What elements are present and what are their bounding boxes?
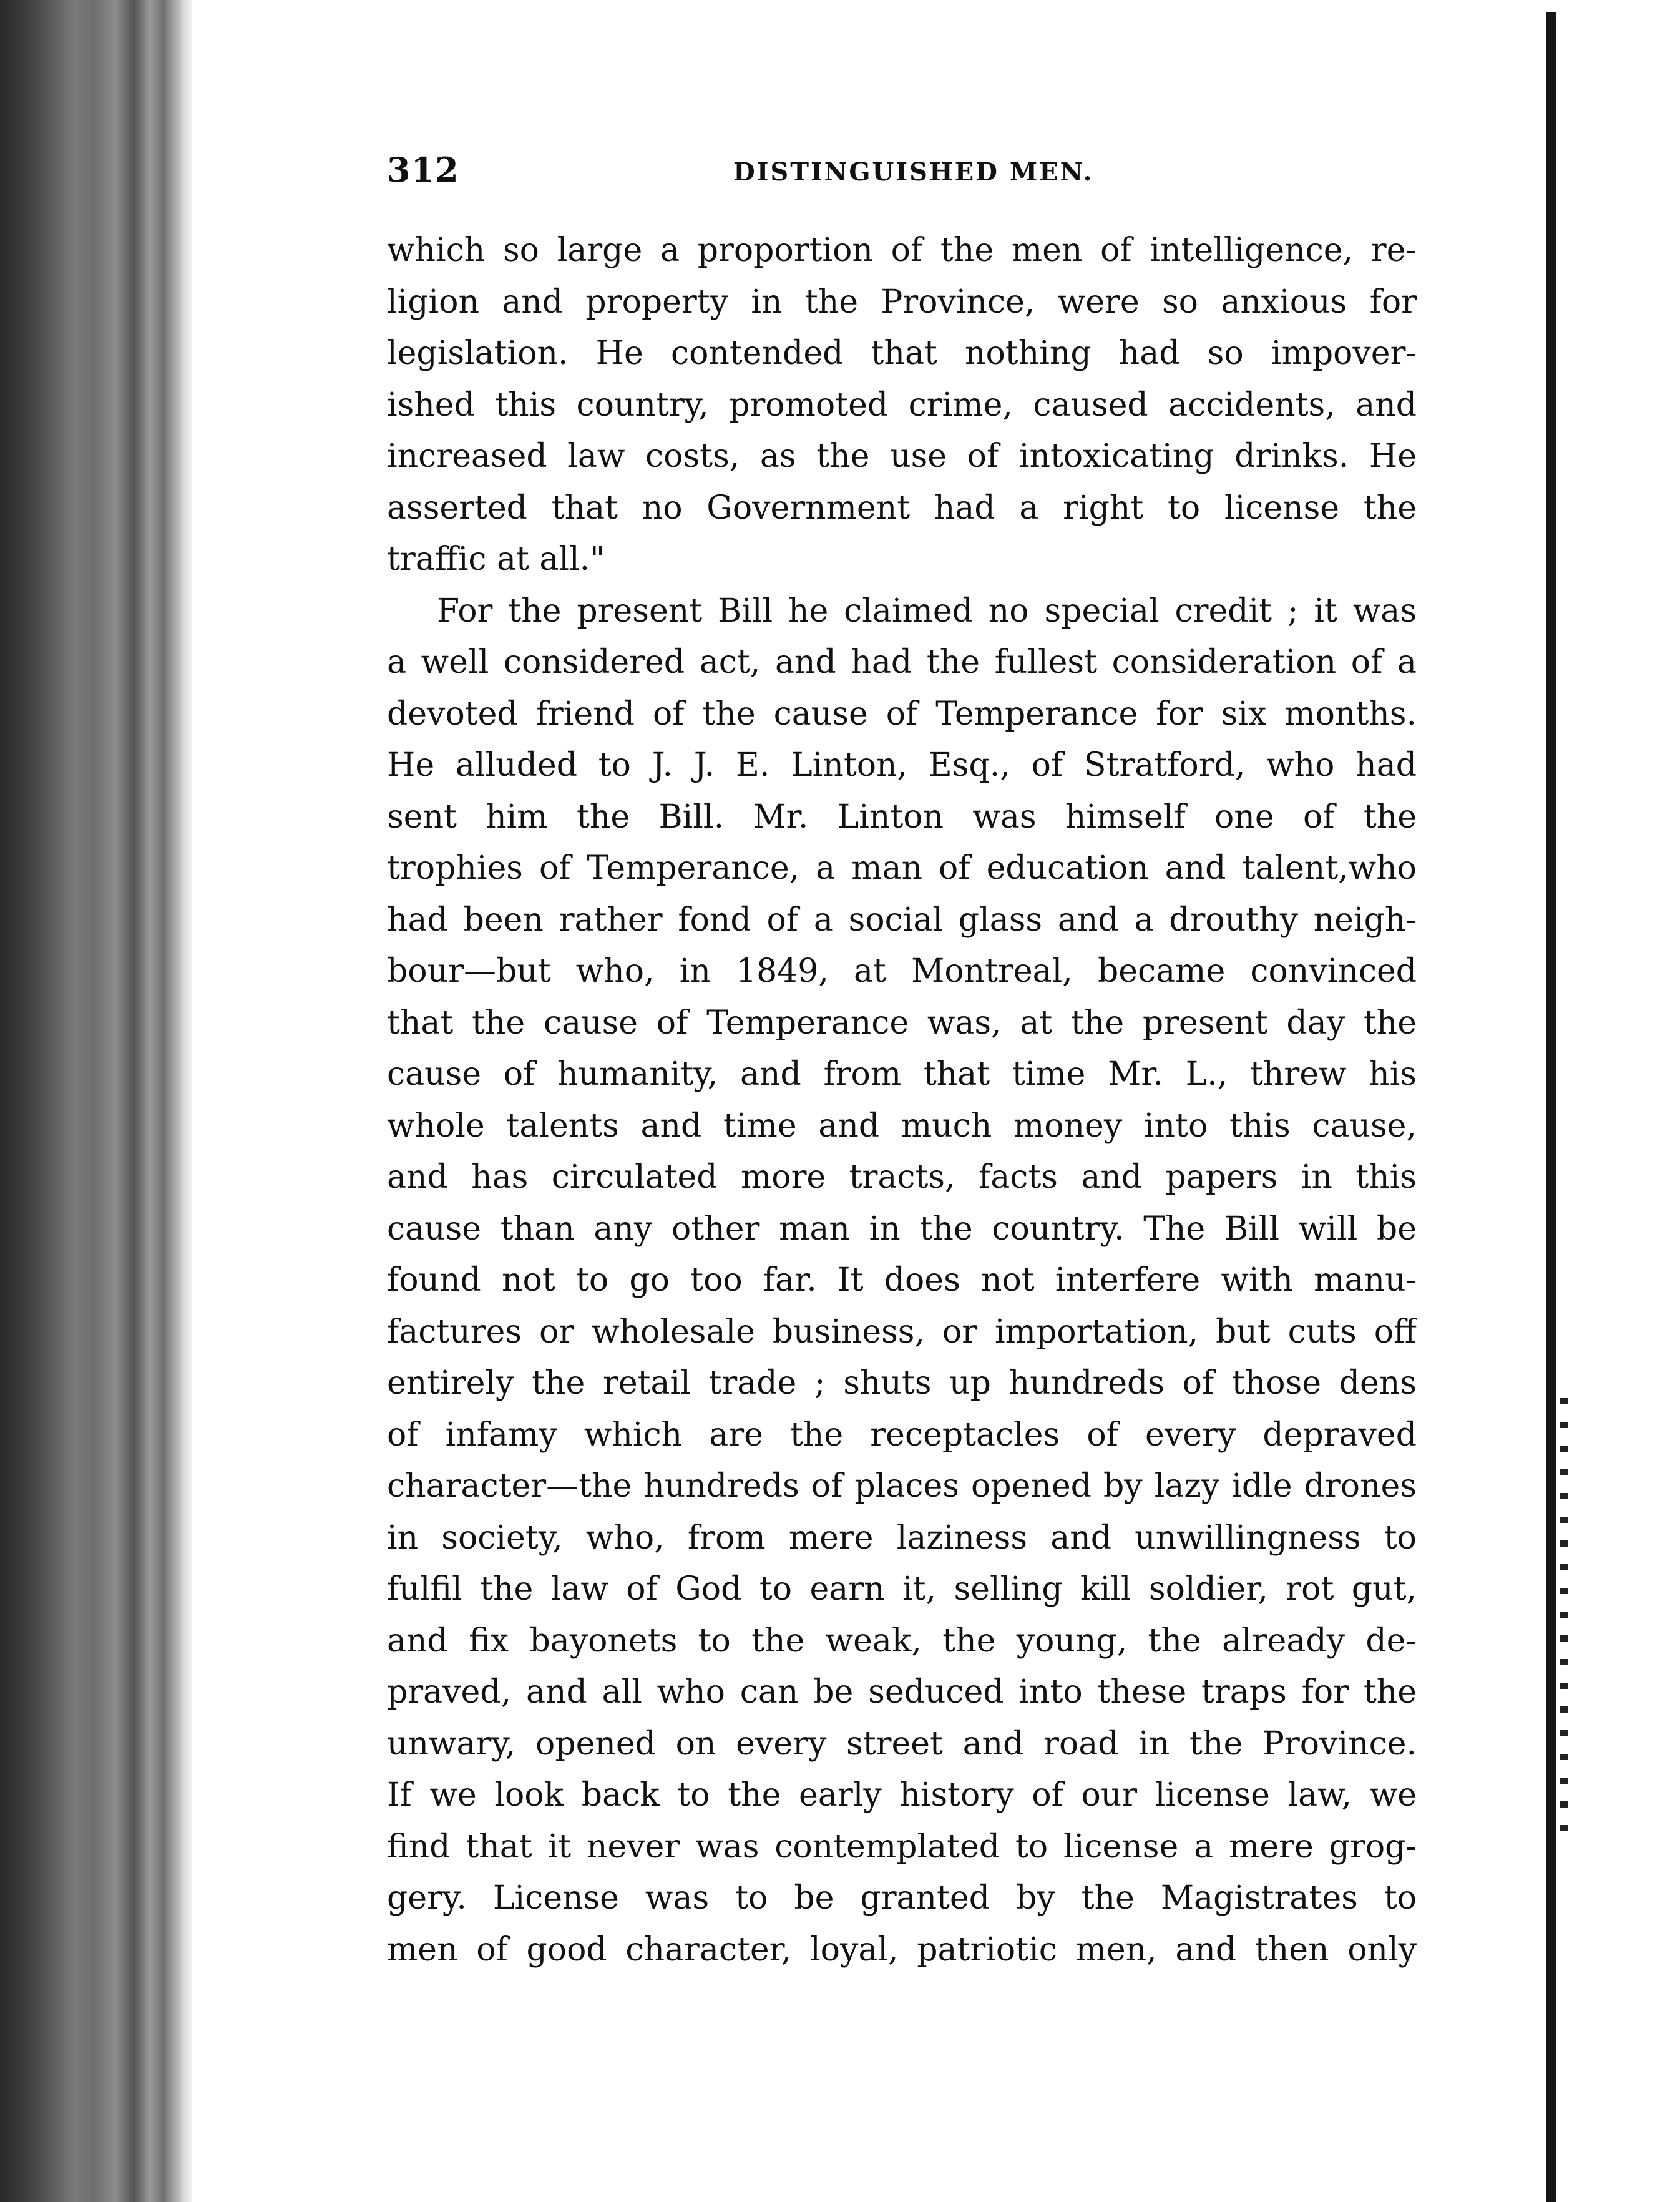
text-line: increased law costs, as the use of intoxicating drinks. He xyxy=(387,438,1417,475)
text-line: a well considered act, and had the fullest consideration of a xyxy=(387,643,1417,681)
running-head: DISTINGUISHED MEN. xyxy=(733,157,1094,187)
text-line: character—the hundreds of places opened by lazy idle drones xyxy=(387,1467,1417,1505)
text-line: had been rather fond of a social glass and a drouthy neigh- xyxy=(387,901,1417,939)
text-line: For the present Bill he claimed no special credit ; it was xyxy=(437,592,1417,630)
text-line: factures or wholesale business, or importation, but cuts off xyxy=(387,1313,1417,1351)
text-line: ished this country, promoted crime, caused accidents, and xyxy=(387,386,1417,424)
paragraph xyxy=(387,585,1417,1976)
text-line: asserted that no Government had a right to license the xyxy=(387,489,1417,527)
page-header xyxy=(387,150,1417,200)
text-line: legislation. He contended that nothing had so impover- xyxy=(387,335,1417,372)
text-line: which so large a proportion of the men of intelligence, re- xyxy=(387,232,1417,269)
text-line: cause of humanity, and from that time Mr. L., threw his xyxy=(387,1055,1417,1093)
text-line: found not to go too far. It does not interfere with manu- xyxy=(387,1261,1417,1299)
paragraph xyxy=(387,225,1417,585)
page-number: 312 xyxy=(387,150,459,190)
text-line: unwary, opened on every street and road in the Province. xyxy=(387,1725,1417,1763)
text-line: that the cause of Temperance was, at the present day the xyxy=(387,1004,1417,1042)
text-line: devoted friend of the cause of Temperance for six months. xyxy=(387,695,1417,733)
text-line: bour—but who, in 1849, at Montreal, became convinced xyxy=(387,952,1417,990)
right-page-edge xyxy=(1546,12,1556,2202)
text-line: entirely the retail trade ; shuts up hundreds of those dens xyxy=(387,1364,1417,1402)
text-line: men of good character, loyal, patriotic men, and then only xyxy=(387,1930,1417,1969)
text-line: sent him the Bill. Mr. Linton was himself one of the xyxy=(387,798,1417,836)
text-line: of infamy which are the receptacles of every depraved xyxy=(387,1416,1417,1454)
gutter-page-edge xyxy=(181,0,192,2202)
text-line: and has circulated more tracts, facts and papers in this xyxy=(387,1158,1417,1196)
text-line: find that it never was contemplated to license a mere grog- xyxy=(387,1828,1417,1866)
text-line: and fix bayonets to the weak, the young, the already de- xyxy=(387,1622,1417,1660)
text-line: whole talents and time and much money into this cause, xyxy=(387,1107,1417,1145)
book-gutter xyxy=(0,0,181,2202)
text-line: cause than any other man in the country. The Bill will be xyxy=(387,1210,1417,1248)
text-line: traffic at all." xyxy=(387,541,605,578)
body-text xyxy=(387,225,1417,1975)
text-line: He alluded to J. J. E. Linton, Esq., of Stratford, who had xyxy=(387,746,1417,784)
text-line: praved, and all who can be seduced into these traps for the xyxy=(387,1673,1417,1711)
text-line: in society, who, from mere laziness and unwillingness to xyxy=(387,1519,1417,1557)
right-edge-marks xyxy=(1560,1398,1568,1847)
text-line: ligion and property in the Province, were so anxious for xyxy=(387,283,1417,321)
text-line: If we look back to the early history of our license law, we xyxy=(387,1776,1417,1814)
text-line: trophies of Temperance, a man of education and talent,who xyxy=(387,849,1417,887)
text-line: gery. License was to be granted by the Magistrates to xyxy=(387,1879,1417,1917)
text-line: fulfil the law of God to earn it, selling kill soldier, rot gut, xyxy=(387,1570,1417,1608)
